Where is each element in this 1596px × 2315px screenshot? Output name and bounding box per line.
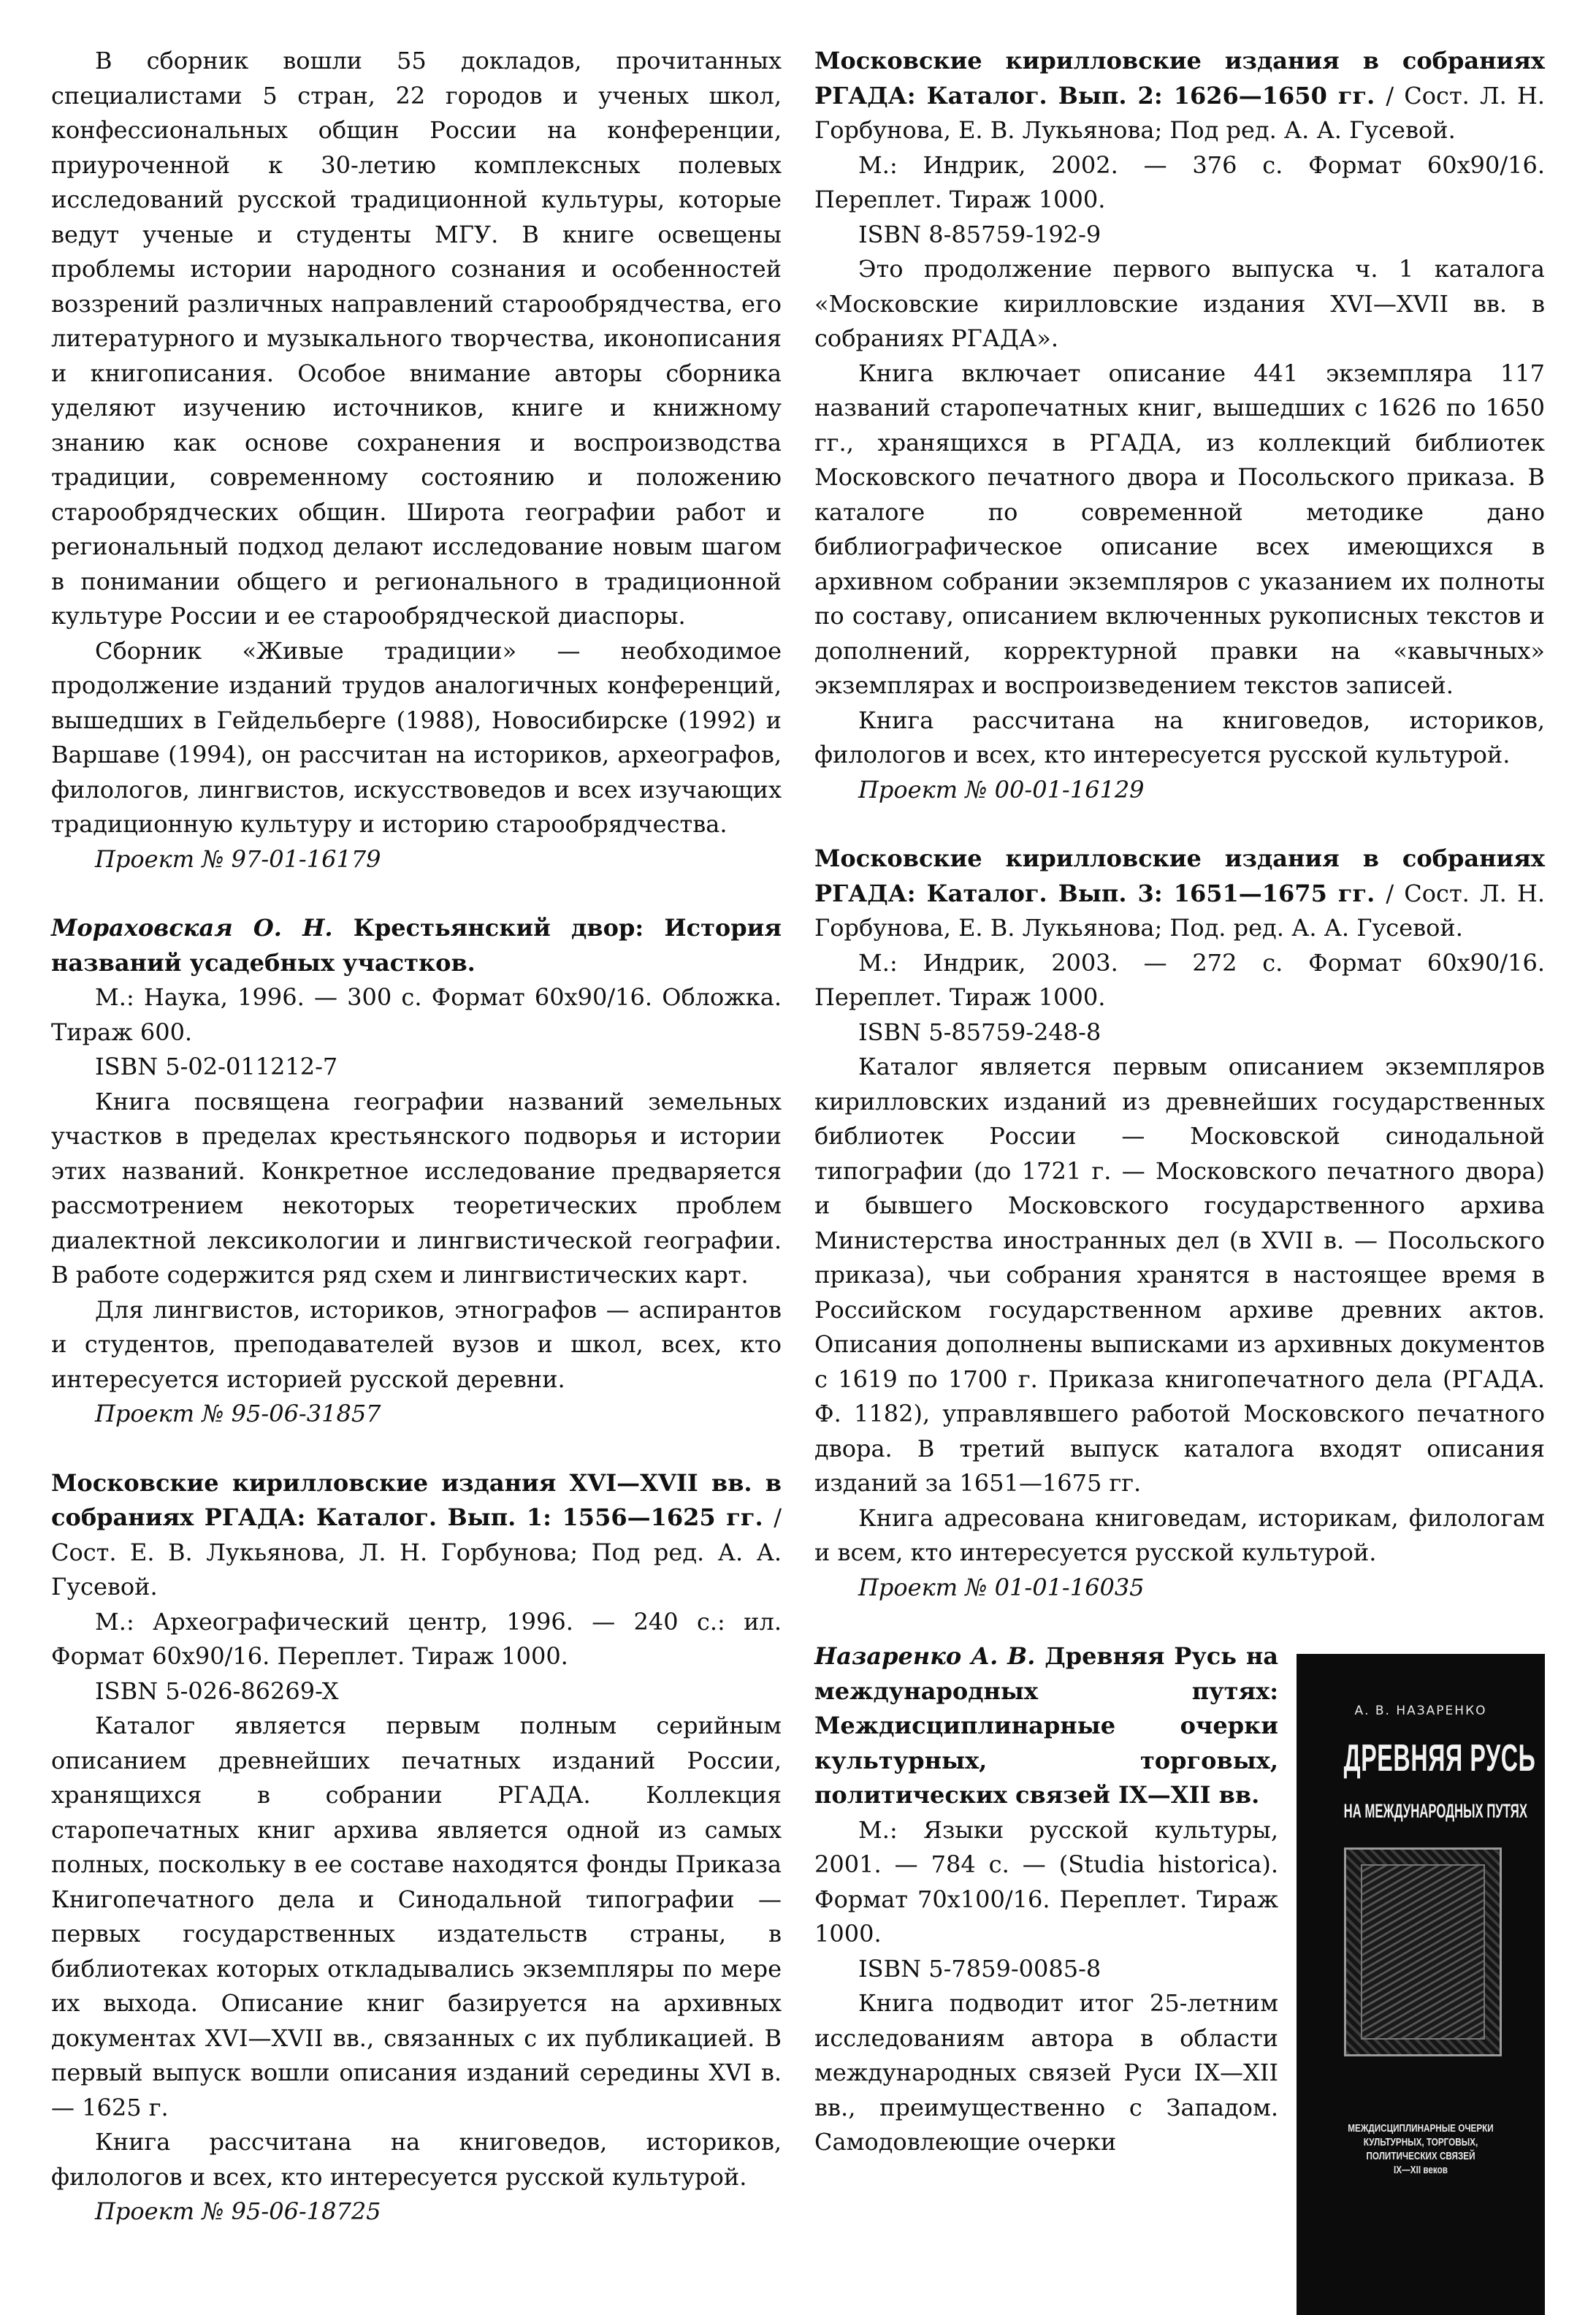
entry-morakhovskaya [51,911,782,1432]
cover-title-line-2: НА МЕЖДУНАРОДНЫХ ПУТЯХ [1343,1800,1528,1822]
entry-publisher: М.: Индрик, 2002. — 376 с. Формат 60x90/16. Переплет. Тираж 1000. [814,150,1545,213]
entry-isbn: ISBN 8-85759-192-9 [858,220,1101,248]
entry-publisher: М.: Языки русской культуры, 2001. — 784 с. — (Studia historica). Формат 70x100/16. Переплет. Тираж 1000. [814,1815,1278,1948]
cover-illustration [1344,1847,1502,2056]
right-column [814,44,1545,2315]
entry-title: Крестьянский двор: История названий усадебных участков. [51,914,782,977]
entry-responsibility: / Сост. Л. Н. Горбунова, Е. В. Лукьянова; Под ред. А. А. Гусевой. [814,81,1546,144]
entry-publisher: М.: Наука, 1996. — 300 с. Формат 60x90/16. Обложка. Тираж 600. [51,983,782,1046]
entry-paragraph: Каталог является первым полным серийным описанием древнейших печатных изданий России, хранящихся в собрании РГАДА. Коллекция старопечатных книг архива является одной из самых полных, поскольку в ее составе находятся фонды Приказа Книгопечатного дела и Синодальной типографии — первых государственных издательств страны, в библиотеках которых откладывались экземпляры по мере их выхода. Описание книг базируется на архивных документах XVI—XVII вв., связанных с их публикацией. В первый выпуск вошли описания изданий середины XVI в. — 1625 г. [51,1712,782,2121]
entry-author: Назаренко А. В. [814,1642,1036,1670]
book-cover-image [1297,1654,1545,2315]
entry-heading [814,44,1545,148]
entry-paragraph: Каталог является первым описанием экземпляров кирилловских изданий из древнейших государственных библиотек России — Московской синодальной типографии (до 1721 г. — Московского печатного двора) и бывшего Московского государственного архива Министерства иностранных дел (в XVII в. — Посольского приказа), чьи собрания хранятся в настоящее время в Российском государственном архиве древних актов. Описания дополнены выписками из архивных документов с 1619 по 1700 г. Приказа книгопечатного дела (РГАДА. Ф. 1182), управлявшего работой Московского печатного двора. В третий выпуск каталога входят описания изданий за 1651—1675 гг. [814,1053,1545,1497]
cover-subtitle-line: ПОЛИТИЧЕСКИХ СВЯЗЕЙ [1366,2150,1475,2162]
entry-author: Мораховская О. Н. [51,914,333,942]
entry-nazarenko [814,1639,1545,2176]
entry-paragraph: Для лингвистов, историков, этнографов — аспирантов и студентов, преподавателей вузов и школ, всех, кто интересуется историей русской деревни. [51,1295,782,1393]
entry-catalog-2 [814,44,1545,807]
cover-subtitle-line: МЕЖДИСЦИПЛИНАРНЫЕ ОЧЕРКИ [1348,2122,1494,2135]
cover-subtitle [1324,2121,1517,2177]
entry-isbn: ISBN 5-02-011212-7 [95,1053,338,1080]
cover-subtitle-line: IX—XII веков [1394,2164,1448,2176]
entry-title: Московские кирилловские издания в собраниях РГАДА: Каталог. Вып. 2: 1626—1650 гг. [814,47,1545,110]
entry-isbn: ISBN 5-85759-248-8 [858,1018,1101,1046]
entry-paragraph: Книга рассчитана на книговедов, историков, филологов и всех, кто интересуется русской культурой. [51,2128,782,2191]
project-number: Проект № 97-01-16179 [95,844,381,873]
project-number: Проект № 00-01-16129 [858,775,1145,804]
entry-publisher: М.: Индрик, 2003. — 272 с. Формат 60x90/16. Переплет. Тираж 1000. [814,948,1545,1011]
entry-responsibility: / Сост. Е. В. Лукьянова, Л. Н. Горбунова; Под ред. А. А. Гусевой. [51,1503,782,1601]
intro-paragraph: Сборник «Живые традиции» — необходимое продолжение изданий трудов аналогичных конференций, вышедших в Гейдельберге (1988), Новосибирске (1992) и Варшаве (1994), он рассчитан на историков, археографов, филологов, лингвистов, искусствоведов и всех изучающих традиционную культуру и историю старообрядчества. [51,636,782,838]
entry-paragraph: Книга рассчитана на книговедов, историков, филологов и всех, кто интересуется русской культурой. [814,706,1545,769]
entry-title: Древняя Русь на международных путях: Междисциплинарные очерки культурных, торговых, политических связей IX—XII вв. [814,1642,1279,1809]
entry-paragraph: Это продолжение первого выпуска ч. 1 каталога «Московские кирилловские издания XVI—XVII вв. в собраниях РГАДА». [814,255,1545,352]
entry-paragraph: Книга посвящена географии названий земельных участков в пределах крестьянского подворья и истории этих названий. Конкретное исследование предваряется рассмотрением некоторых теоретических проблем диалектной лексикологии и лингвистической географии. В работе содержится ряд схем и лингвистических карт. [51,1087,782,1289]
cover-author: А. В. НАЗАРЕНКО [1354,1704,1487,1718]
entry-title: Московские кирилловские издания XVI—XVII вв. в собраниях РГАДА: Каталог. Вып. 1: 1556—1625 гг. [51,1468,782,1531]
entry-heading [51,911,782,980]
entry-isbn: ISBN 5-026-86269-X [95,1677,339,1705]
cover-subtitle-line: КУЛЬТУРНЫХ, ТОРГОВЫХ, [1363,2136,1478,2148]
entry-heading [51,1466,782,1605]
entry-responsibility: / Сост. Л. Н. Горбунова, Е. В. Лукьянова; Под. ред. А. А. Гусевой. [814,879,1546,942]
entry-catalog-3 [814,842,1545,1605]
entry-heading [814,842,1545,946]
project-number: Проект № 95-06-31857 [95,1400,381,1427]
entry-title: Московские кирилловские издания в собраниях РГАДА: Каталог. Вып. 3: 1651—1675 гг. [814,844,1545,907]
entry-isbn: ISBN 5-7859-0085-8 [858,1954,1101,1983]
entry-paragraph: Книга адресована книговедам, историкам, филологам и всем, кто интересуется русской культурой. [814,1503,1545,1566]
project-number: Проект № 95-06-18725 [95,2197,381,2225]
cover-title: ДРЕВНЯЯ РУСЬ [1343,1737,1536,1780]
entry-catalog-1 [51,1466,782,2230]
project-number: Проект № 01-01-16035 [858,1573,1145,1601]
left-column [51,44,782,2230]
intro-paragraph: В сборник вошли 55 докладов, прочитанных специалистами 5 стран, 22 городов и ученых школ, конфессиональных общин России на конференции, приуроченной к 30-летию комплексных полевых исследований русской традиционной культуры, которые ведут ученые и студенты МГУ. В книге освещены проблемы истории народного сознания и особенностей воззрений различных направлений старообрядчества, его литературного и музыкального творчества, иконописания и книгописания. Особое внимание авторы сборника уделяют изучению источников, книге и книжному знанию как основе сохранения и воспроизводства традиции, современному состоянию и положению старообрядческих общин. Широта географии работ и региональный подход делают исследование новым шагом в понимании общего и регионального в традиционной культуре России и ее старообрядческой диаспоры. [51,47,782,630]
entry-paragraph: Книга включает описание 441 экземпляра 117 названий старопечатных книг, вышедших с 1626 по 1650 гг., хранящихся в РГАДА, из коллекций библиотек Московского печатного двора и Посольского приказа. В каталоге по современной методике дано библиографическое описание всех имеющихся в архивном собрании экземпляров с указанием их полноты по составу, описанием включенных рукописных текстов и дополнений, корректурной правки на «кавычных» экземплярах и воспроизведением текстов записей. [814,359,1545,699]
entry-paragraph: Книга подводит итог 25-летним исследованиям автора в области международных связей Руси IX—XII вв., преимущественно с Западом. Самодовлеющие очерки [814,1989,1278,2156]
entry-publisher: М.: Археографический центр, 1996. — 240 с.: ил. Формат 60x90/16. Переплет. Тираж 1000. [51,1607,782,1670]
